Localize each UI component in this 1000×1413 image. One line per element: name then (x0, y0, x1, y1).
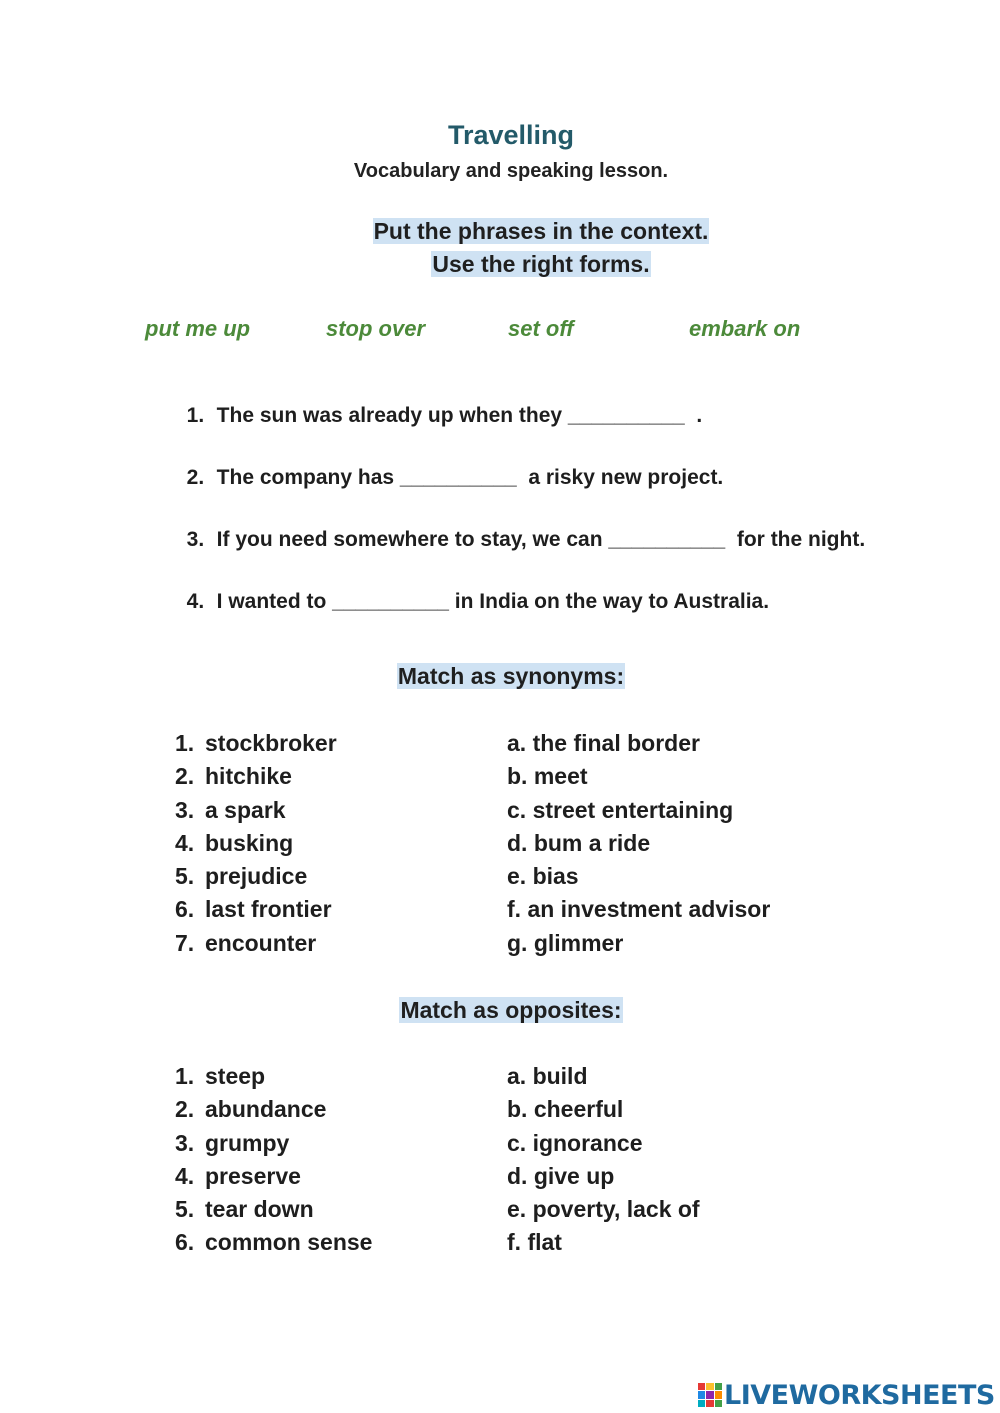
sentence-4 (175, 566, 769, 614)
synonym-right-a: a. the final border (507, 730, 700, 756)
synonym-right-d: d. bum a ride (507, 830, 651, 856)
synonym-right-c: c. street entertaining (507, 797, 734, 823)
synonym-left-7: 7. encounter (175, 930, 317, 956)
opposite-left-4: 4. preserve (175, 1163, 301, 1189)
phrase-embark-on: embark on (689, 316, 801, 341)
synonyms-heading: Match as synonyms: (397, 663, 625, 689)
opposite-right-f: f. flat (507, 1229, 562, 1255)
opposite-right-b: b. cheerful (507, 1096, 624, 1122)
opposite-left-5: 5. tear down (175, 1196, 314, 1222)
opposite-left-1: 1. steep (175, 1063, 266, 1089)
synonyms-heading-wrap (0, 661, 1000, 691)
sentence-text: I wanted to __________ in India on the way to Australia. (216, 590, 770, 613)
opposite-left-6: 6. common sense (175, 1229, 373, 1255)
synonym-right-e: e. bias (507, 863, 579, 889)
opposite-right-e: e. poverty, lack of (507, 1196, 700, 1222)
sentence-text: The company has __________ a risky new project. (216, 466, 724, 489)
phrase-stop-over: stop over (326, 316, 426, 341)
sentence-number: 3. (186, 528, 205, 551)
liveworksheets-logo (698, 1380, 995, 1410)
opposite-left-2: 2. abundance (175, 1096, 327, 1122)
sentence-number: 4. (186, 590, 205, 613)
instruction-line-2-wrap (0, 249, 1000, 279)
synonym-left-3: 3. a spark (175, 797, 286, 823)
sentence-number: 2. (186, 466, 205, 489)
opposites-heading-wrap (0, 995, 1000, 1025)
opposite-right-a: a. build (507, 1063, 588, 1089)
instruction-line-1: Put the phrases in the context. (373, 218, 709, 244)
synonym-left-4: 4. busking (175, 830, 294, 856)
synonym-left-1: 1. stockbroker (175, 730, 337, 756)
sentence-number: 1. (186, 404, 205, 427)
instruction-line-1-wrap (0, 216, 1000, 246)
opposite-left-3: 3. grumpy (175, 1130, 290, 1156)
page-subtitle: Vocabulary and speaking lesson. (353, 160, 669, 182)
synonym-right-g: g. glimmer (507, 930, 624, 956)
opposite-right-c: c. ignorance (507, 1130, 643, 1156)
synonym-left-6: 6. last frontier (175, 896, 332, 922)
sentence-3 (175, 504, 865, 552)
sentence-text: The sun was already up when they __________ . (216, 404, 703, 427)
opposite-right-d: d. give up (507, 1163, 615, 1189)
synonym-right-b: b. meet (507, 763, 588, 789)
sentence-text: If you need somewhere to stay, we can __________ for the night. (216, 528, 866, 551)
phrase-put-me-up: put me up (145, 316, 251, 341)
sentence-1 (175, 380, 702, 428)
sentence-2 (175, 442, 723, 490)
page-title: Travelling (447, 120, 575, 150)
synonym-right-f: f. an investment advisor (507, 896, 771, 922)
synonym-left-5: 5. prejudice (175, 863, 308, 889)
instruction-line-2: Use the right forms. (432, 251, 650, 277)
synonym-left-2: 2. hitchike (175, 763, 292, 789)
liveworksheets-logo-text: LIVEWORKSHEETS (724, 1379, 995, 1411)
liveworksheets-logo-icon (698, 1383, 722, 1407)
phrase-set-off: set off (508, 316, 574, 341)
opposites-heading: Match as opposites: (400, 997, 622, 1023)
